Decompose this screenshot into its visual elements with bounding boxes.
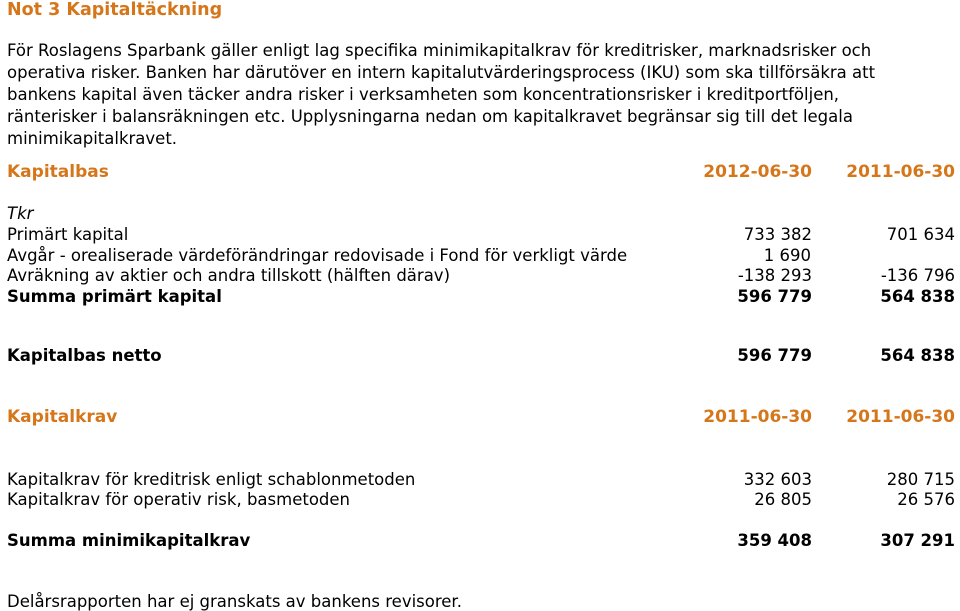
- kapitalbas-header-row: [7, 161, 955, 183]
- kapitalkrav-header-row: [7, 406, 955, 428]
- sum-row: [7, 286, 955, 308]
- row-value-1: 332 603: [743, 470, 812, 489]
- netto-value-1: 596 779: [737, 346, 812, 365]
- row-value-2: 26 576: [897, 490, 955, 509]
- sum-label: Summa primärt kapital: [7, 287, 222, 306]
- netto-label: Kapitalbas netto: [7, 346, 162, 365]
- note-title: Not 3 Kapitaltäckning: [7, 0, 223, 20]
- sum-value-1: 596 779: [737, 287, 812, 306]
- unit-row: [7, 203, 955, 225]
- footer-note: Delårsrapporten har ej granskats av bankens revisorer.: [7, 592, 462, 611]
- table-row: [7, 489, 955, 511]
- row-value-1: -138 293: [737, 266, 812, 285]
- kapitalkrav-col1-date: 2011-06-30: [703, 407, 812, 427]
- row-value-2: 280 715: [886, 470, 955, 489]
- row-value-2: 701 634: [886, 225, 955, 244]
- table-row: [7, 265, 955, 287]
- row-label: Avräkning av aktier och andra tillskott (hälften därav): [7, 266, 451, 285]
- row-label: Avgår - orealiserade värdeförändringar redovisade i Fond för verkligt värde: [7, 246, 628, 265]
- row-value-1: 1 690: [763, 246, 811, 265]
- sum-label: Summa minimikapitalkrav: [7, 531, 251, 550]
- kapitalkrav-heading: Kapitalkrav: [7, 407, 118, 427]
- table-row: [7, 245, 955, 267]
- kapitalbas-col2-date: 2011-06-30: [846, 162, 955, 182]
- sum-value-1: 359 408: [737, 531, 812, 550]
- netto-row: [7, 345, 955, 367]
- row-label: Kapitalkrav för kreditrisk enligt schablonmetoden: [7, 470, 416, 489]
- kapitalbas-heading: Kapitalbas: [7, 162, 109, 182]
- row-value-1: 26 805: [754, 490, 812, 509]
- sum-value-2: 307 291: [880, 531, 955, 550]
- intro-paragraph: För Roslagens Sparbank gäller enligt lag specifika minimikapitalkrav för kreditrisker, marknadsrisker och operativa risker. Banken har därutöver en intern kapitalutvärderingsprocess (IKU) som ska tillförsäkra att bankens kapital även täcker andra risker i verksamheten som koncentrationsrisker i kreditportföljen, ränterisker i balansräkningen etc. Upplysningarna nedan om kapitalkravet begränsar sig till det legala minimikapitalkravet.: [7, 41, 876, 148]
- sum-value-2: 564 838: [880, 287, 955, 306]
- kapitalkrav-col2-date: 2011-06-30: [846, 407, 955, 427]
- row-value-1: 733 382: [743, 225, 812, 244]
- row-value-2: -136 796: [880, 266, 955, 285]
- sum-row: [7, 530, 955, 552]
- kapitalbas-col1-date: 2012-06-30: [703, 162, 812, 182]
- row-label: Primärt kapital: [7, 225, 129, 244]
- table-row: [7, 469, 955, 491]
- netto-value-2: 564 838: [880, 346, 955, 365]
- table-row: [7, 224, 955, 246]
- unit-label: Tkr: [7, 204, 34, 223]
- row-label: Kapitalkrav för operativ risk, basmetoden: [7, 490, 350, 509]
